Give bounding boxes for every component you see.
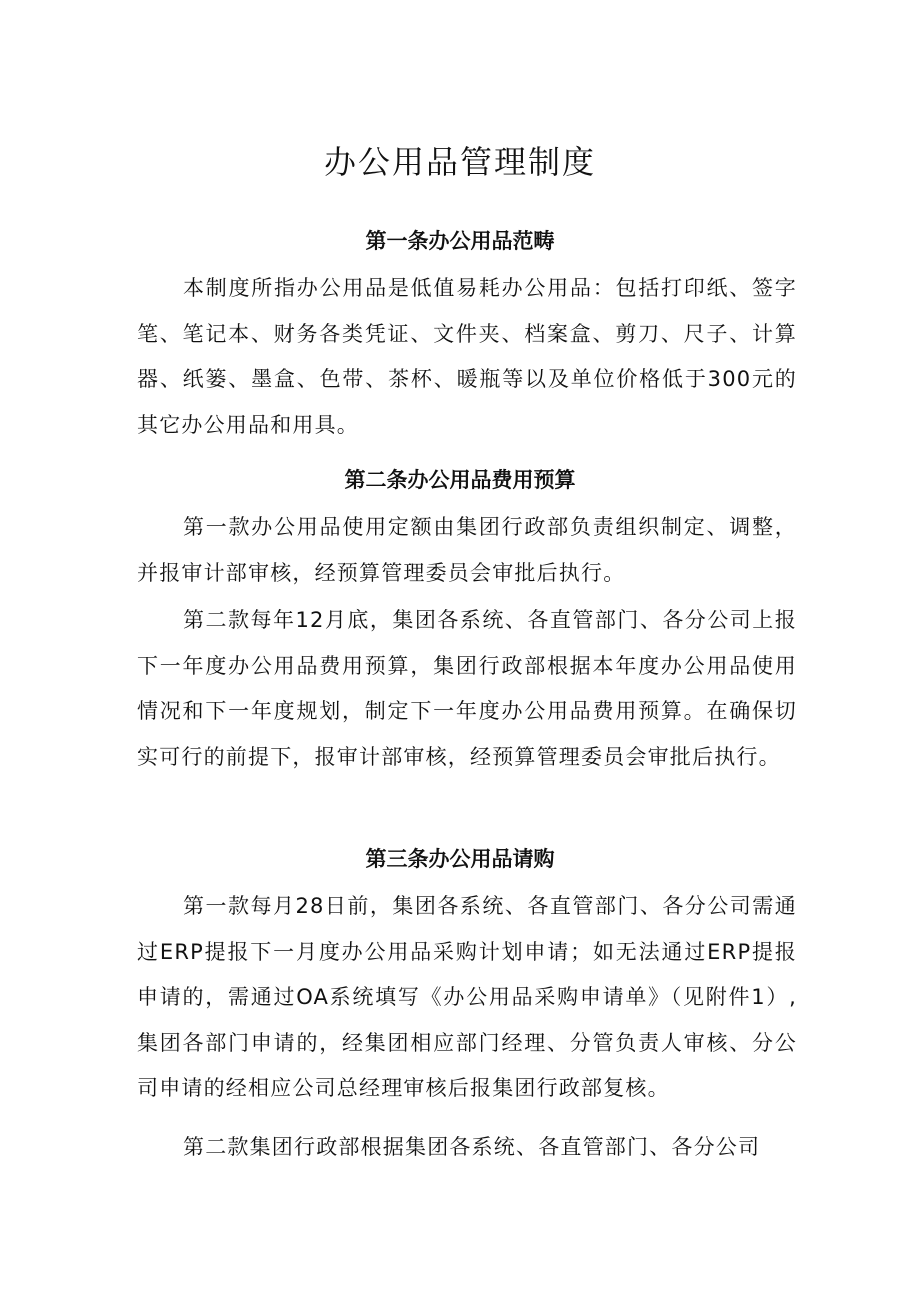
section-1-paragraph-1: 本制度所指办公用品是低值易耗办公用品：包括打印纸、签字笔、笔记本、财务各类凭证、文件夹、档案盒、剪刀、尺子、计算器、纸篓、墨盒、色带、茶杯、暖瓶等以及单位价格低于300元的其它办公用品和用具。 <box>137 276 797 437</box>
section-2-paragraph-1: 第一款办公用品使用定额由集团行政部负责组织制定、调整，并报审计部审核，经预算管理委员会审批后执行。 <box>137 515 797 585</box>
section-heading-3: 第三条办公用品请购 <box>365 847 555 871</box>
section-3-paragraph-1: 第一款每月28日前，集团各系统、各直管部门、各分公司需通过ERP提报下一月度办公用品采购计划申请；如无法通过ERP提报申请的，需通过OA系统填写《办公用品采购申请单》（见附件1）,集团各部门申请的，经集团相应部门经理、分管负责人审核、分公司申请的经相应公司总经理审核后报集团行政部复核。 <box>137 894 797 1100</box>
section-heading-1: 第一条办公用品范畴 <box>365 229 555 253</box>
section-3-paragraph-2: 第二款集团行政部根据集团各系统、各直管部门、各分公司 <box>183 1135 761 1159</box>
section-2-paragraph-2: 第二款每年12月底，集团各系统、各直管部门、各分公司上报下一年度办公用品费用预算，集团行政部根据本年度办公用品使用情况和下一年度规划，制定下一年度办公用品费用预算。在确保切实可行的前提下，报审计部审核，经预算管理委员会审批后执行。 <box>137 608 797 769</box>
document-title: 办公用品管理制度 <box>323 143 596 181</box>
section-heading-2: 第二条办公用品费用预算 <box>344 468 576 492</box>
